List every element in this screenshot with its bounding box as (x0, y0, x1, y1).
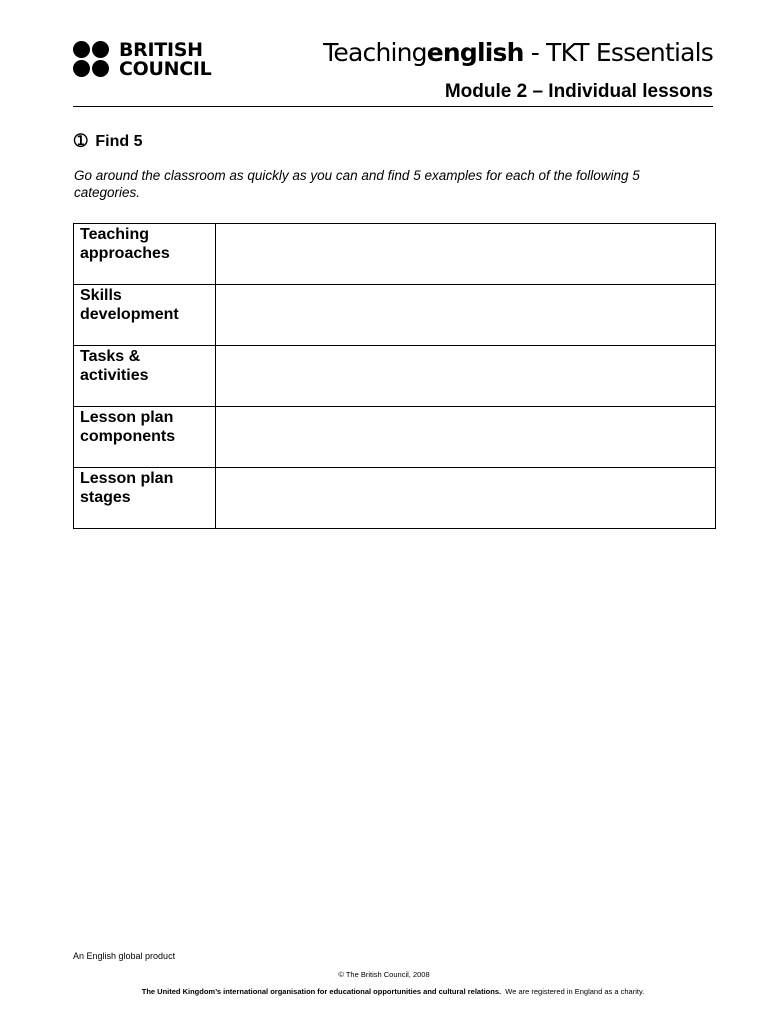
brand-bold: english (426, 38, 524, 67)
circled-one-icon: ➀ (74, 133, 88, 150)
activity-instructions: Go around the classroom as quickly as you can and find 5 examples for each of the following 5 categories. (74, 168, 640, 200)
header-divider (73, 106, 713, 107)
footer-org-statement: The United Kingdom’s international organisation for educational opportunities and cultural relations. (141, 987, 502, 996)
answer-cell[interactable] (216, 224, 716, 285)
logo-wordmark (119, 41, 211, 79)
brand-suffix: - TKT Essentials (523, 38, 713, 67)
category-label: Lesson plan components (74, 407, 216, 468)
british-council-logo (73, 41, 213, 81)
table-row (74, 468, 716, 529)
category-label: Teaching approaches (74, 224, 216, 285)
logo-dots-icon (73, 41, 113, 79)
category-label: Lesson plan stages (74, 468, 216, 529)
teaching-english-brand (323, 38, 713, 67)
table-row (74, 224, 716, 285)
brand-regular: Teaching (323, 38, 427, 67)
category-label: Skills development (74, 285, 216, 346)
table-row (74, 346, 716, 407)
table-row (74, 285, 716, 346)
answer-cell[interactable] (216, 468, 716, 529)
answer-cell[interactable] (216, 346, 716, 407)
answer-cell[interactable] (216, 407, 716, 468)
module-title: Module 2 – Individual lessons (444, 81, 713, 102)
logo-line1: BRITISH (119, 39, 203, 61)
footer-charity: We are registered in England as a charity. (505, 987, 645, 996)
activity-title: Find 5 (95, 133, 143, 150)
footer-copyright: © The British Council, 2008 (338, 970, 430, 979)
footer-product: An English global product (73, 951, 176, 961)
answer-cell[interactable] (216, 285, 716, 346)
table-row (74, 407, 716, 468)
categories-table (73, 223, 716, 529)
footer-statement (0, 987, 768, 996)
category-label: Tasks & activities (74, 346, 216, 407)
logo-line2: COUNCIL (119, 58, 212, 80)
activity-heading (74, 131, 151, 151)
